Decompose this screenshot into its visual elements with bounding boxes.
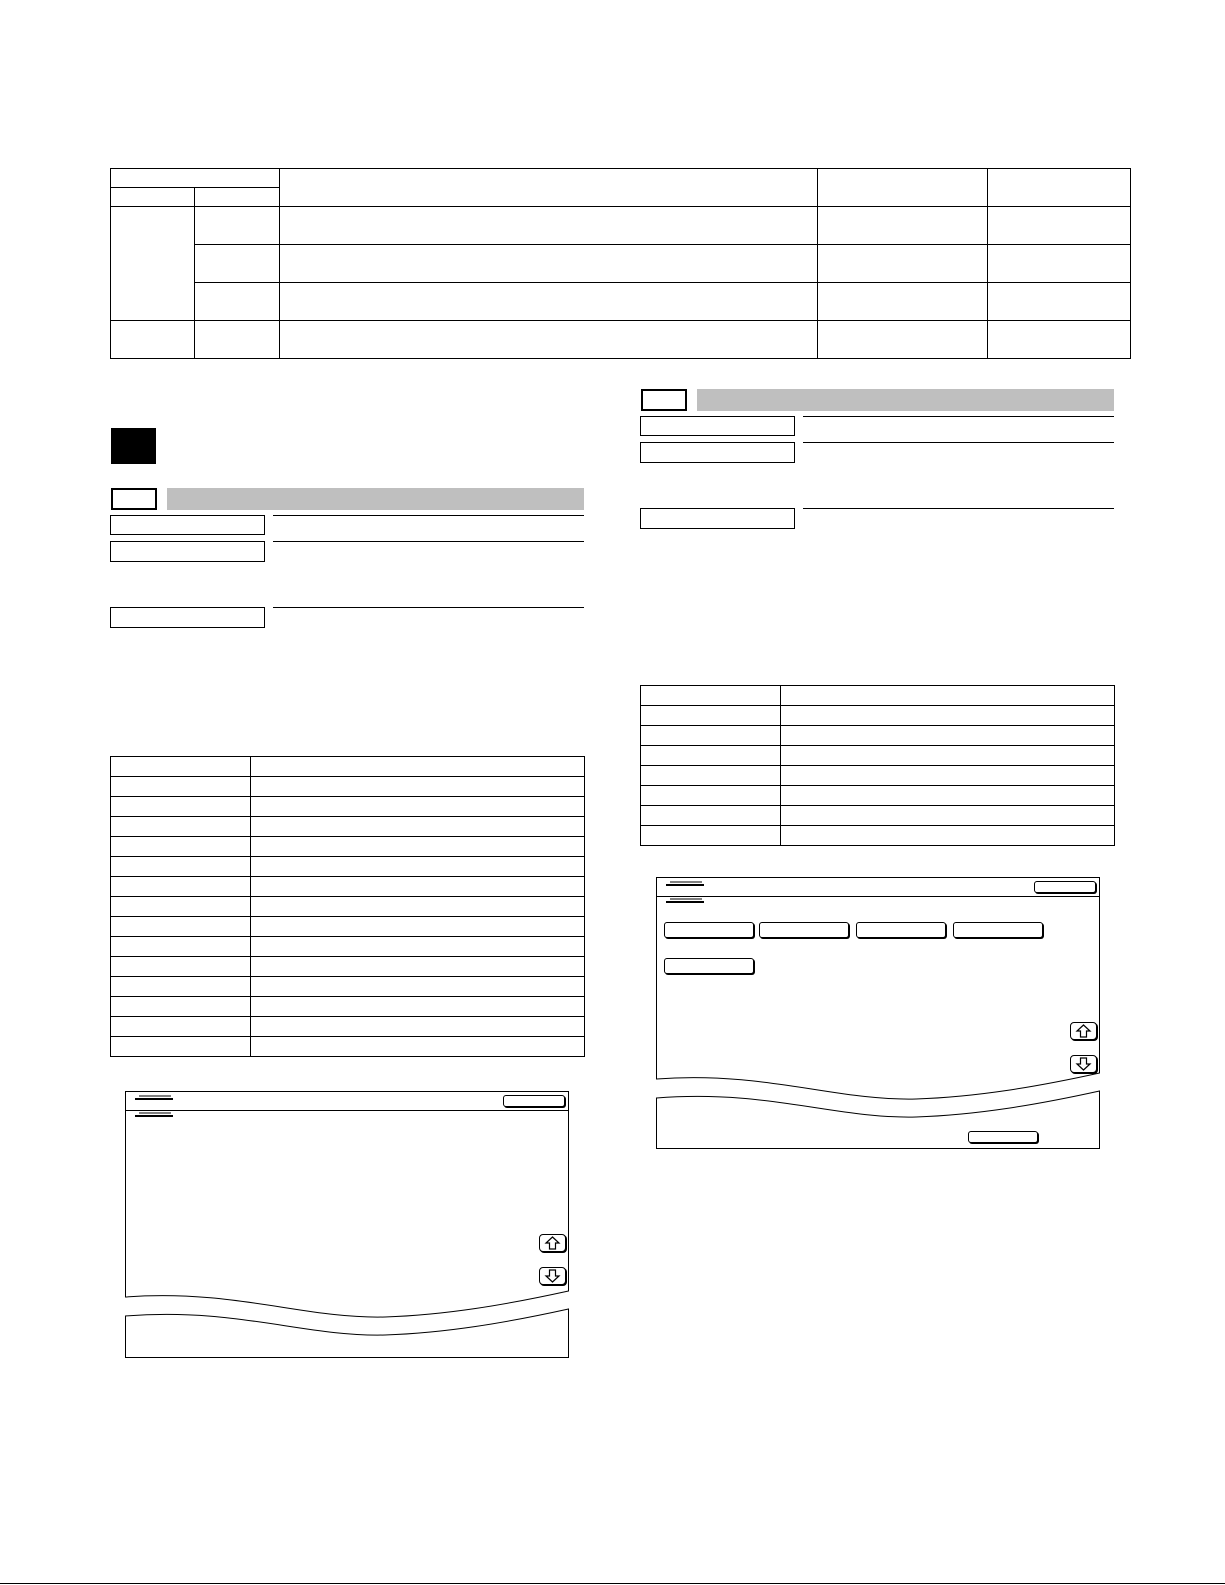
table-cell [280,321,818,359]
top-table-header-col4 [818,169,988,207]
table-cell [641,766,781,786]
top-table-header-sub1 [111,188,195,207]
table-cell [251,897,585,917]
table-cell [280,245,818,283]
table-cell [641,806,781,826]
arrow-up-icon [1071,1023,1096,1039]
table-cell [111,857,251,877]
right-item-rule-3 [803,508,1114,509]
right-screen-option-button-5[interactable] [664,958,754,974]
table-cell [111,977,251,997]
table-cell [818,245,988,283]
table-cell [781,766,1115,786]
table-row [111,817,585,837]
table-cell [111,817,251,837]
table-cell [781,746,1115,766]
table-row [641,726,1115,746]
table-cell [251,937,585,957]
table-cell [111,877,251,897]
table-cell [195,283,280,321]
left-section-number-box [111,488,157,510]
left-item-rule-3 [273,607,584,608]
top-table-group-cell [111,207,195,321]
right-scroll-down-button[interactable] [1070,1055,1097,1073]
right-screen-option-button-4[interactable] [953,922,1043,938]
table-cell [251,997,585,1017]
left-item-label-2 [110,541,265,562]
table-cell [111,321,195,359]
table-row [111,797,585,817]
right-item-label-1 [640,416,795,436]
table-cell [641,786,781,806]
left-screen-mockup [125,1091,569,1358]
right-screen-option-button-3[interactable] [856,922,946,938]
table-cell [280,283,818,321]
left-item-label-3 [110,607,265,628]
top-table-header-sub2 [195,188,280,207]
top-table-header-group [111,169,280,188]
arrow-down-icon [540,1268,565,1284]
right-data-table [640,685,1115,846]
right-screen-frame [656,877,1100,1149]
left-screen-frame [125,1091,569,1358]
table-cell [195,207,280,245]
table-row [111,997,585,1017]
table-cell [195,321,280,359]
right-screen-bottom-button[interactable] [968,1131,1038,1143]
table-cell [251,857,585,877]
table-cell [251,1017,585,1037]
right-scroll-up-button[interactable] [1070,1022,1097,1040]
table-row [641,706,1115,726]
top-table [110,168,1131,359]
table-cell [111,777,251,797]
left-scroll-down-button[interactable] [539,1267,566,1285]
table-cell [781,826,1115,846]
table-row [111,977,585,997]
right-item-label-3 [640,508,795,529]
right-section-title-bar [697,389,1114,411]
left-item-rule-1 [273,515,584,516]
table-row [111,857,585,877]
right-screen-top-button[interactable] [1034,881,1096,893]
table-cell [251,817,585,837]
right-item-rule-1 [803,416,1114,417]
left-data-table [110,756,585,1057]
table-row [111,917,585,937]
table-cell [251,957,585,977]
table-cell [111,917,251,937]
right-item-rule-2 [803,442,1114,443]
left-scroll-up-button[interactable] [539,1234,566,1252]
table-cell [111,897,251,917]
right-section-number-box [641,389,687,411]
table-cell [641,706,781,726]
table-cell [818,283,988,321]
table-row [111,837,585,857]
table-cell [251,1037,585,1057]
table-cell [781,786,1115,806]
table-cell [111,997,251,1017]
table-cell [251,777,585,797]
left-item-rule-2 [273,541,584,542]
page-bottom-rule [0,1583,1225,1584]
table-cell [251,797,585,817]
table-row [641,826,1115,846]
table-row [111,877,585,897]
table-row [111,897,585,917]
table-cell [988,321,1131,359]
table-cell [251,977,585,997]
table-row [641,806,1115,826]
table-cell [781,686,1115,706]
table-cell [641,746,781,766]
table-cell [781,806,1115,826]
left-section-title-bar [167,488,584,510]
table-row [111,1037,585,1057]
table-cell [251,837,585,857]
table-row [111,937,585,957]
right-screen-mockup [656,877,1100,1149]
table-row [641,766,1115,786]
table-cell [781,726,1115,746]
table-cell [641,686,781,706]
table-cell [111,1017,251,1037]
table-cell [988,245,1131,283]
table-row [111,1017,585,1037]
table-row [641,686,1115,706]
table-cell [988,283,1131,321]
table-row [111,957,585,977]
right-item-label-2 [640,442,795,463]
table-cell [251,757,585,777]
table-cell [988,207,1131,245]
arrow-up-icon [540,1235,565,1251]
table-row [111,777,585,797]
table-cell [195,245,280,283]
table-cell [111,797,251,817]
table-cell [781,706,1115,726]
table-cell [111,1037,251,1057]
table-row [641,746,1115,766]
table-cell [641,826,781,846]
table-cell [280,207,818,245]
table-cell [111,837,251,857]
left-item-label-1 [110,515,265,535]
table-cell [641,726,781,746]
right-screen-option-button-1[interactable] [664,922,754,938]
table-cell [818,321,988,359]
table-cell [818,207,988,245]
top-table-header-content [280,169,818,207]
left-screen-top-button[interactable] [503,1095,565,1107]
table-cell [111,957,251,977]
section-marker-block [111,428,156,464]
arrow-down-icon [1071,1056,1096,1072]
table-cell [111,757,251,777]
table-row [111,757,585,777]
table-cell [251,877,585,897]
top-table-header-col5 [988,169,1131,207]
table-cell [251,917,585,937]
table-row [641,786,1115,806]
right-screen-option-button-2[interactable] [759,922,849,938]
table-cell [111,937,251,957]
